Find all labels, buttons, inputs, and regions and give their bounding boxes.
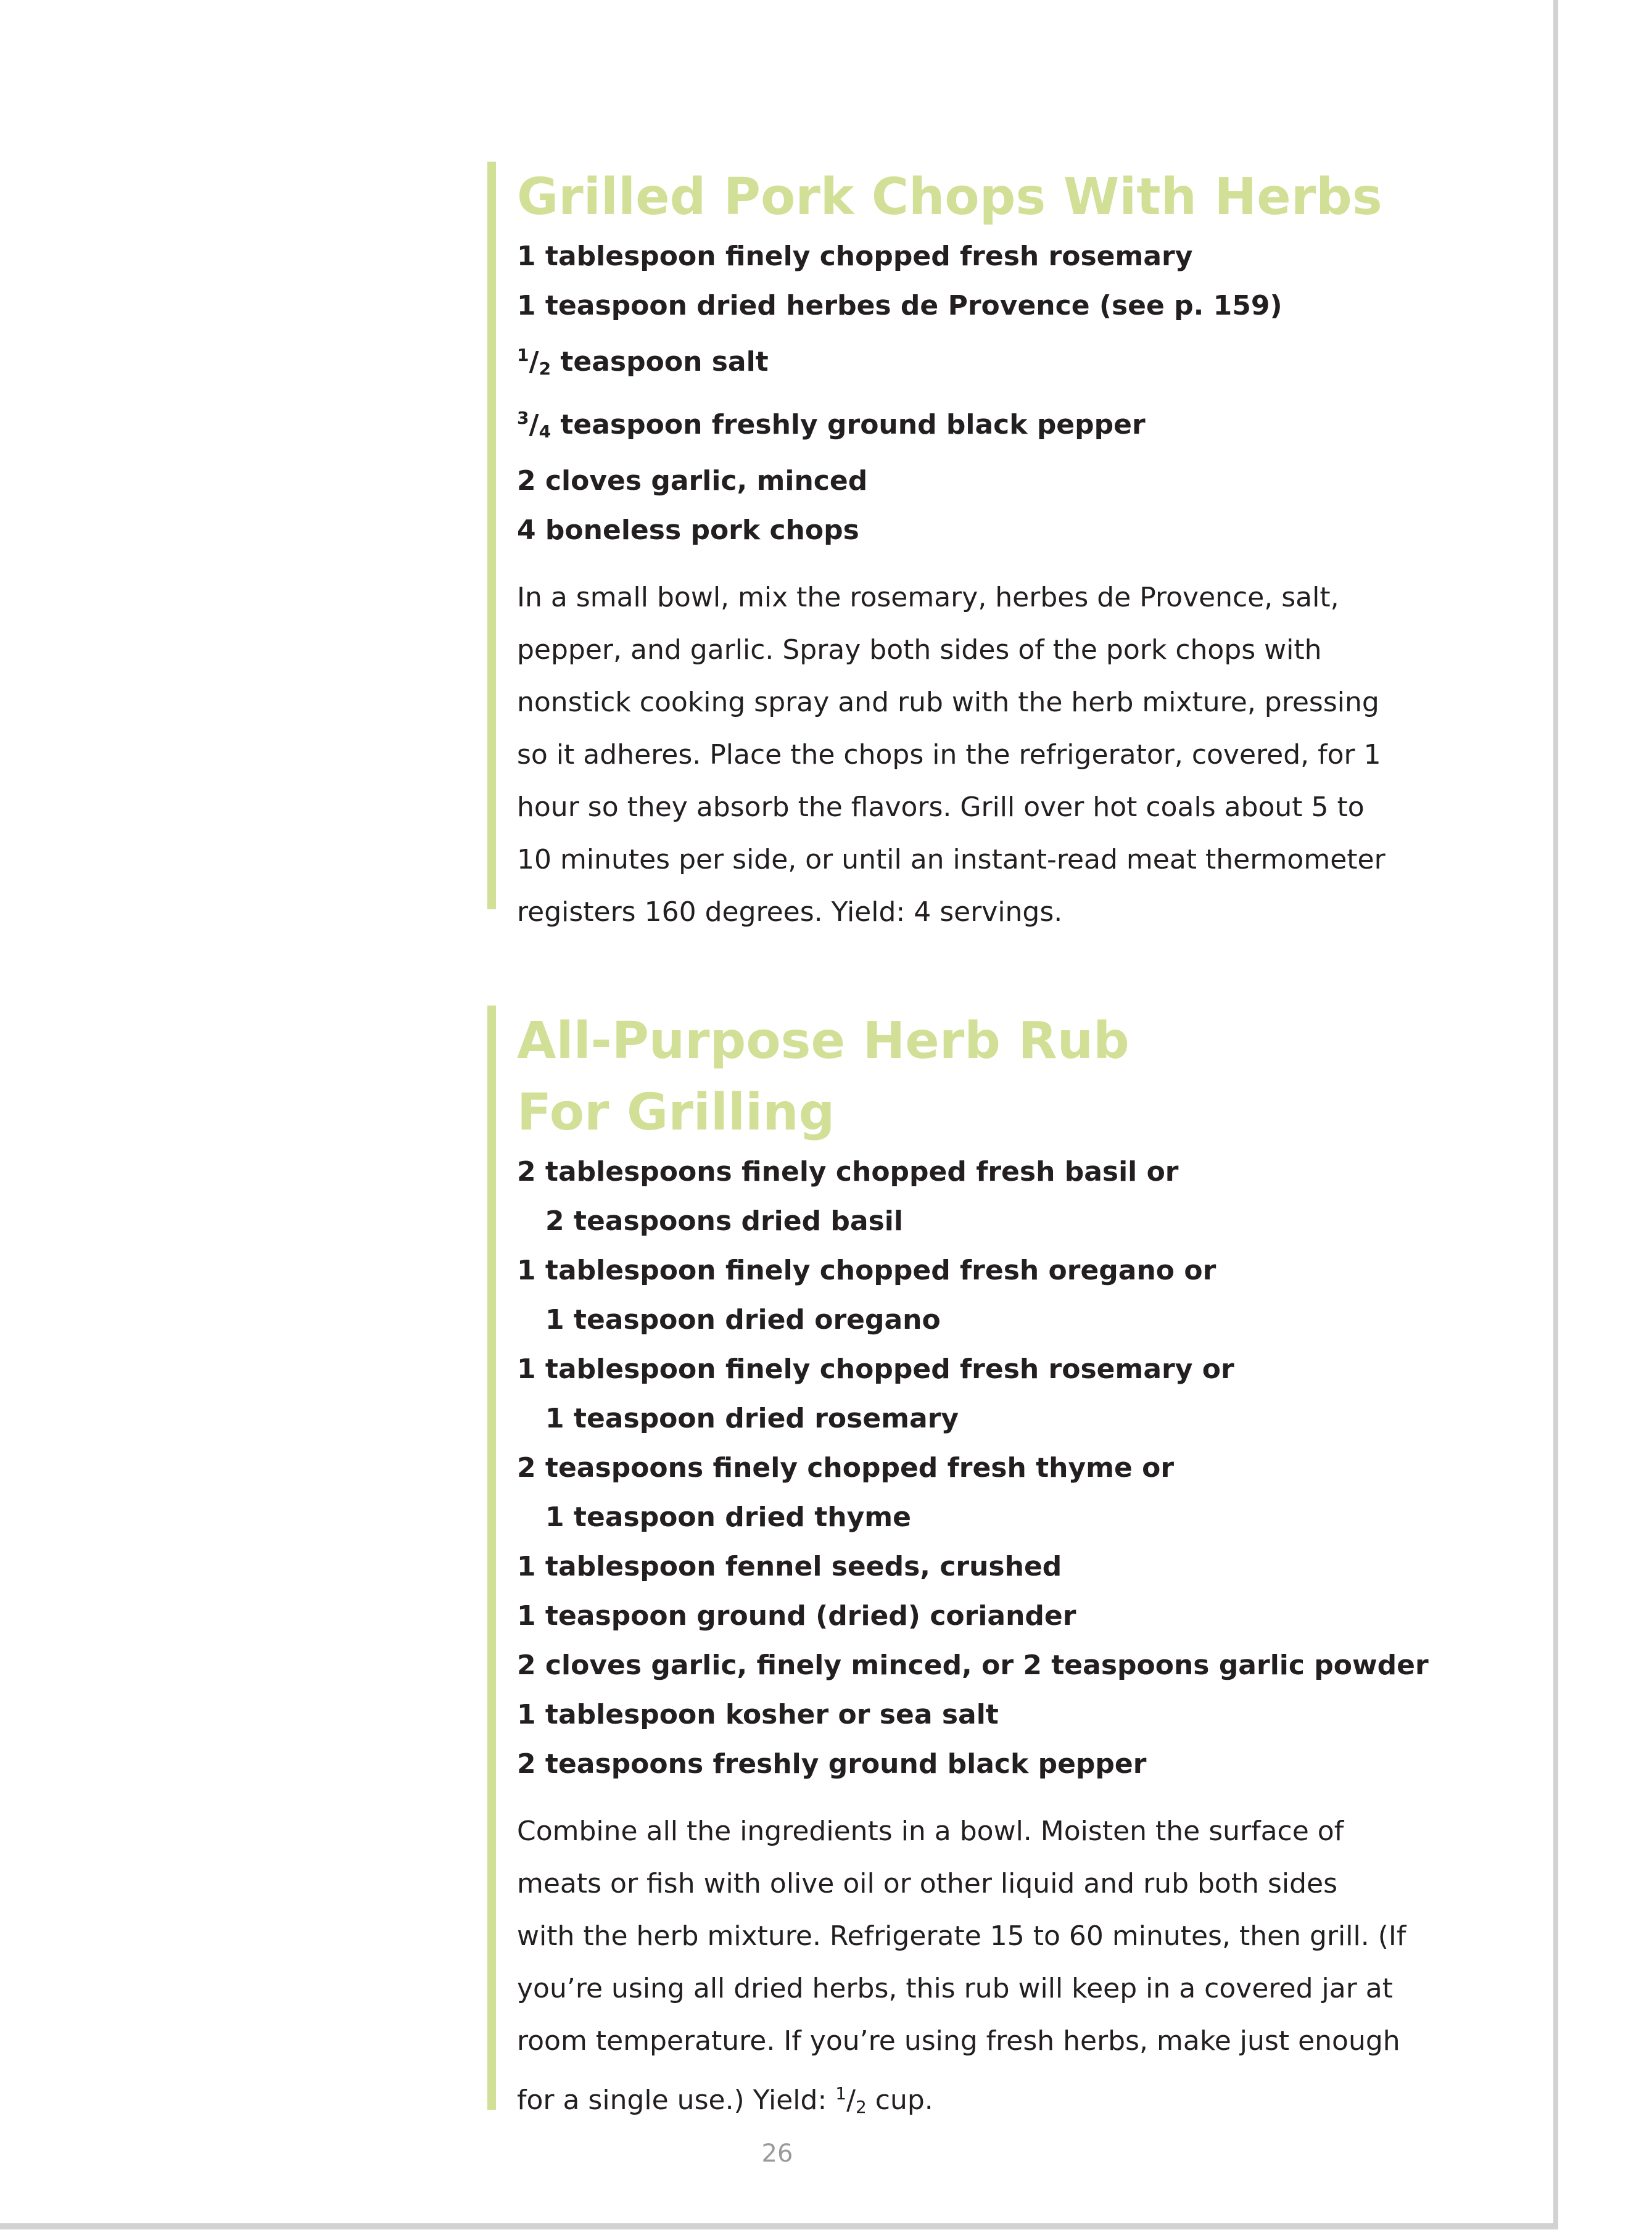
recipe-pork-chops: [487, 162, 1450, 928]
ingredient-item: 2 cloves garlic, finely minced, or 2 teaspoons garlic powder: [517, 1650, 1429, 1681]
fraction: 1/2: [835, 2083, 867, 2117]
accent-bar: [487, 162, 496, 909]
yield-line: for a single use.) Yield: 1/2 cup.: [517, 2083, 933, 2117]
page-number: 26: [761, 2139, 793, 2168]
recipe-title: Grilled Pork Chops With Herbs: [517, 168, 1382, 226]
ingredient-item: 1 tablespoon finely chopped fresh rosemary or: [517, 1353, 1234, 1385]
page-edge-right: [1553, 0, 1558, 2228]
accent-bar: [487, 1006, 496, 2110]
ingredient-item: 1 teaspoon dried herbes de Provence (see p. 159): [517, 290, 1282, 321]
ingredient-item: 1 tablespoon kosher or sea salt: [517, 1699, 999, 1730]
page-edge-bottom: [0, 2223, 1558, 2229]
ingredient-item-alt: 1 teaspoon dried rosemary: [545, 1403, 959, 1434]
ingredient-item: 1 tablespoon finely chopped fresh oregano or: [517, 1255, 1216, 1286]
ingredient-item: 1 teaspoon ground (dried) coriander: [517, 1600, 1076, 1632]
ingredient-item: 2 teaspoons freshly ground black pepper: [517, 1748, 1147, 1780]
fraction: 3/4: [517, 408, 551, 442]
ingredient-item-alt: 2 teaspoons dried basil: [545, 1205, 903, 1237]
ingredient-list: [517, 1147, 1448, 1789]
ingredient-item: 1 tablespoon fennel seeds, crushed: [517, 1551, 1062, 1582]
ingredient-list: [517, 232, 1448, 555]
ingredient-item: 1 tablespoon finely chopped fresh rosemary: [517, 241, 1193, 272]
ingredient-item: 2 tablespoons finely chopped fresh basil or: [517, 1156, 1179, 1188]
recipe-title: All-Purpose Herb Rub For Grilling: [517, 1012, 1130, 1142]
ingredient-item: 2 teaspoons finely chopped fresh thyme or: [517, 1452, 1175, 1484]
instructions: Combine all the ingredients in a bowl. Moisten the surface of meats or fish with olive oil or other liquid and rub both sides with the herb mixture. Refrigerate 15 to 60 minutes, then grill. (If you’re using all dried herbs, this rub will keep in a covered jar at room temperature. If you’re using fresh herbs, make just enough for a single use.) Yield: 1/2 cup.: [517, 1805, 1448, 2133]
ingredient-item-alt: 1 teaspoon dried oregano: [545, 1304, 941, 1336]
ingredient-item: 2 cloves garlic, minced: [517, 465, 868, 497]
recipe-herb-rub: [487, 1006, 1450, 2117]
instructions: In a small bowl, mix the rosemary, herbes de Provence, salt, pepper, and garlic. Spray both sides of the pork chops with nonstick cooking spray and rub with the herb mixture, pressing so it adheres. Place the chops in the refrigerator, covered, for 1 hour so they absorb the flavors. Grill over hot coals about 5 to 10 minutes per side, or until an instant-read meat thermometer registers 160 degrees. Yield: 4 servings.: [517, 582, 1386, 928]
ingredient-item: 4 boneless pork chops: [517, 514, 859, 546]
ingredient-item: 1/2 teaspoon salt: [517, 345, 769, 379]
ingredient-item-alt: 1 teaspoon dried thyme: [545, 1502, 911, 1533]
ingredient-item: 3/4 teaspoon freshly ground black pepper: [517, 408, 1146, 442]
fraction: 1/2: [517, 345, 551, 379]
